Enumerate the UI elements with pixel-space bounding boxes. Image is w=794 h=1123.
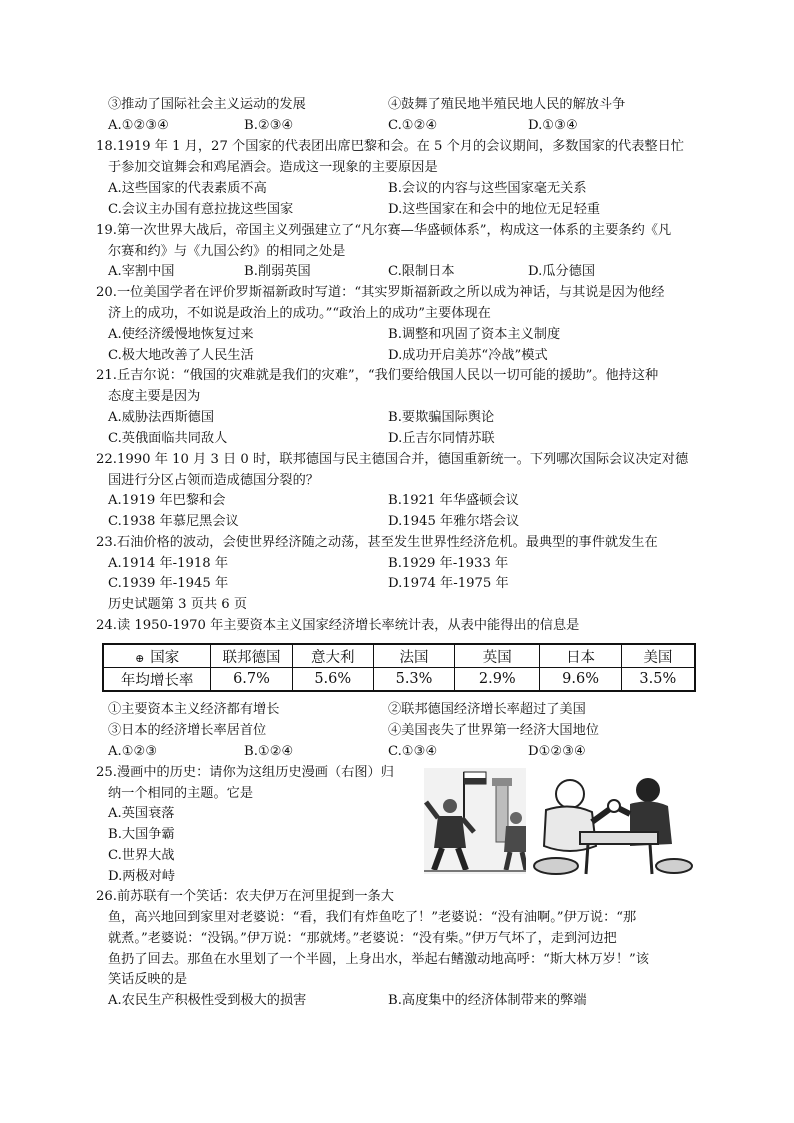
q18-option-a: A.这些国家的代表素质不高: [108, 181, 267, 196]
q23-stem-line-1: 23.石油价格的波动，会使世界经济随之动荡，甚至发生世界性经济危机。最典型的事件就发生在: [96, 535, 658, 550]
table-header-row: [103, 644, 695, 668]
q20-option-d: D.成功开启美苏“冷战”模式: [388, 348, 548, 363]
q18-stem-line-2: 于参加交谊舞会和鸡尾酒会。造成这一现象的主要原因是: [108, 160, 438, 175]
q17-option-d: D.①③④: [528, 118, 578, 133]
q25-option-a: A.英国衰落: [108, 806, 175, 821]
q18-stem-line-1: 18.1919 年 1 月，27 个国家的代表团出席巴黎和会。在 5 个月的会议期间，多数国家的代表整日忙: [96, 139, 684, 154]
q24-option-c: C.①③④: [388, 744, 438, 759]
q17-item-4: ④鼓舞了殖民地半殖民地人民的解放斗争: [388, 97, 626, 112]
q18-option-c: C.会议主办国有意拉拢这些国家: [108, 202, 294, 217]
q18-option-d: D.这些国家在和会中的地位无足轻重: [388, 202, 601, 217]
q23-option-d: D.1974 年-1975 年: [388, 576, 509, 591]
decoration-mark: ⊕: [135, 651, 145, 665]
q24-item-4: ④美国丧失了世界第一经济大国地位: [388, 723, 599, 738]
q21-option-a: A.威胁法西斯德国: [108, 410, 215, 425]
q20-option-b: B.调整和巩固了资本主义制度: [388, 327, 561, 342]
q19-option-d: D.瓜分德国: [528, 264, 596, 279]
q24-stem: 24.读 1950-1970 年主要资本主义国家经济增长率统计表，从表中能得出的信息是: [96, 618, 580, 633]
q26-option-a: A.农民生产积极性受到极大的损害: [108, 993, 307, 1008]
q26-option-b: B.高度集中的经济体制带来的弊端: [388, 993, 587, 1008]
q24-option-d: D①②③④: [528, 744, 586, 759]
q19-stem-line-1: 19.第一次世界大战后，帝国主义列强建立了“凡尔赛—华盛顿体系”，构成这一体系的主要条约《凡: [96, 223, 672, 238]
q19-option-b: B.削弱英国: [244, 264, 311, 279]
table-row: [103, 668, 695, 692]
q22-stem-line-1: 22.1990 年 10 月 3 日 0 时，联邦德国与民主德国合并，德国重新统一。下列哪次国际会议决定对德: [96, 452, 689, 467]
q20-option-a: A.使经济缓慢地恢复过来: [108, 327, 254, 342]
q20-option-c: C.极大地改善了人民生活: [108, 348, 254, 363]
q26-stem-line-5: 笑话反映的是: [108, 972, 188, 987]
q23-option-c: C.1939 年-1945 年: [108, 576, 229, 591]
q25-option-d: D.两极对峙: [108, 869, 176, 884]
q19-option-a: A.宰割中国: [108, 264, 175, 279]
table-header-cell: ⊕ 国家: [103, 644, 211, 668]
table-cell: 2.9%: [455, 668, 540, 692]
q21-stem-line-2: 态度主要是因为: [108, 389, 201, 404]
q22-option-b: B.1921 年华盛顿会议: [388, 493, 519, 508]
q26-stem-line-2: 鱼，高兴地回到家里对老婆说：“看，我们有炸鱼吃了！”老婆说：“没有油啊。”伊万说：“那: [108, 910, 637, 925]
page-footer: 历史试题第 3 页共 6 页: [108, 597, 248, 612]
table-cell: 6.7%: [211, 668, 292, 692]
q24-option-b: B.①②④: [244, 744, 294, 759]
q17-option-b: B.②③④: [244, 118, 294, 133]
q21-option-c: C.英俄面临共同敌人: [108, 431, 228, 446]
q21-option-d: D.丘吉尔同情苏联: [388, 431, 495, 446]
table-header-cell: 英国: [455, 644, 540, 668]
table-cell: 9.6%: [540, 668, 621, 692]
table-cell: 5.6%: [292, 668, 373, 692]
table-row-label: 年均增长率: [103, 668, 211, 692]
q17-item-3: ③推动了国际社会主义运动的发展: [108, 97, 306, 112]
q20-stem-line-2: 济上的成功，不如说是政治上的成功。”“政治上的成功”主要体现在: [108, 306, 491, 321]
q25-option-c: C.世界大战: [108, 848, 175, 863]
q26-stem-line-1: 26.前苏联有一个笑话：农夫伊万在河里捉到一条大: [96, 889, 394, 904]
q22-option-a: A.1919 年巴黎和会: [108, 493, 226, 508]
q25-stem-line-1: 25.漫画中的历史：请你为这组历史漫画（右图）归: [96, 765, 394, 780]
q26-stem-line-3: 就煮。”老婆说：“没锅。”伊万说：“那就烤。”老婆说：“没有柴。”伊万气坏了，走到河边把: [108, 931, 617, 946]
table-cell: 5.3%: [373, 668, 454, 692]
q23-option-a: A.1914 年-1918 年: [108, 556, 229, 571]
q24-item-3: ③日本的经济增长率居首位: [108, 723, 267, 738]
q17-option-a: A.①②③④: [108, 118, 170, 133]
table-header-cell: 联邦德国: [211, 644, 292, 668]
table-header-cell: 美国: [621, 644, 695, 668]
q26-stem-line-4: 鱼扔了回去。那鱼在水里划了一个半圆，上身出水，举起右鳍激动地高呼：“斯大林万岁！”该: [108, 952, 649, 967]
q21-option-b: B.要欺骗国际舆论: [388, 410, 495, 425]
q25-stem-line-2: 纳一个相同的主题。它是: [108, 786, 254, 801]
q25-option-b: B.大国争霸: [108, 827, 175, 842]
q24-item-1: ①主要资本主义经济都有增长: [108, 702, 280, 717]
cartoon-arm-wrestling-image: [526, 766, 694, 882]
q22-stem-line-2: 国进行分区占领而造成德国分裂的？: [108, 473, 319, 488]
q19-stem-line-2: 尔赛和约》与《九国公约》的相同之处是: [108, 244, 346, 259]
q19-option-c: C.限制日本: [388, 264, 455, 279]
growth-rate-table: [102, 643, 696, 692]
table-cell: 3.5%: [621, 668, 695, 692]
q20-stem-line-1: 20.一位美国学者在评价罗斯福新政时写道：“其实罗斯福新政之所以成为神话，与其说是因为他经: [96, 285, 665, 300]
q24-item-2: ②联邦德国经济增长率超过了美国: [388, 702, 586, 717]
table-header-cell: 日本: [540, 644, 621, 668]
q23-option-b: B.1929 年-1933 年: [388, 556, 509, 571]
q17-option-c: C.①②④: [388, 118, 438, 133]
table-header-cell: 法国: [373, 644, 454, 668]
q18-option-b: B.会议的内容与这些国家毫无关系: [388, 181, 587, 196]
q22-option-d: D.1945 年雅尔塔会议: [388, 514, 520, 529]
table-header-cell: 意大利: [292, 644, 373, 668]
q22-option-c: C.1938 年慕尼黑会议: [108, 514, 239, 529]
q24-option-a: A.①②③: [108, 744, 158, 759]
q21-stem-line-1: 21.丘吉尔说：“俄国的灾难就是我们的灾难”，“我们要给俄国人民以一切可能的援助”。他持这种: [96, 368, 659, 383]
